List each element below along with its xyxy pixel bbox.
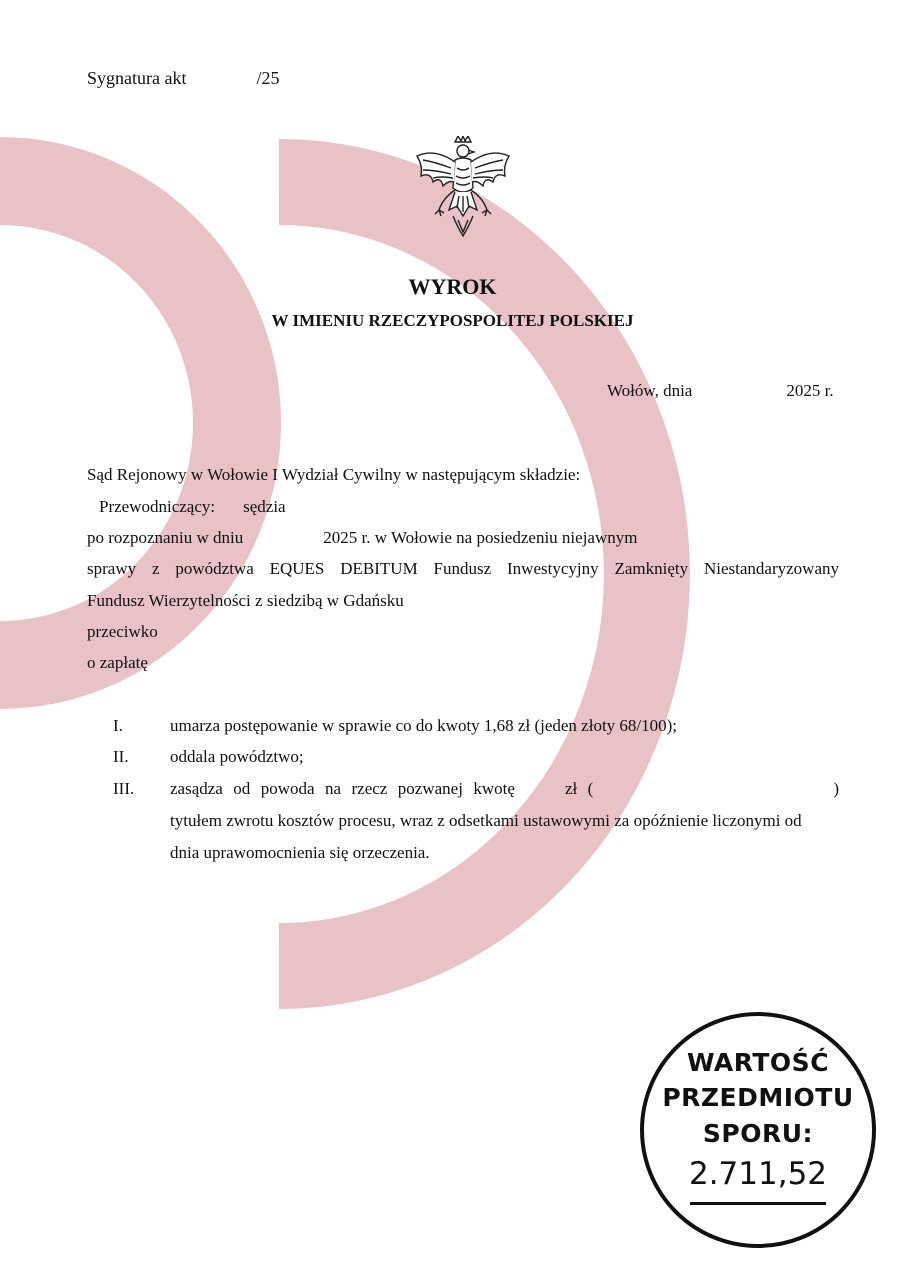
ruling-text: umarza postępowanie w sprawie co do kwoty 1,68 zł (jeden złoty 68/100); <box>170 716 678 735</box>
ruling-text-line2: tytułem zwrotu kosztów procesu, wraz z odsetkami ustawowymi za opóźnienie liczonymi od <box>170 811 802 830</box>
document-subtitle: W IMIENIU RZECZYPOSPOLITEJ POLSKIEJ <box>271 311 634 330</box>
ruling-3-part-b: zł ( <box>564 779 594 798</box>
stamp-line3: SPORU: <box>702 1119 814 1148</box>
place-and-date <box>607 381 834 401</box>
ruling-3-part-c: ) <box>833 779 839 798</box>
case-subject: o zapłatę <box>87 653 148 672</box>
hearing-prefix: po rozpoznaniu w dniu <box>87 528 244 547</box>
hearing-suffix: 2025 r. w Wołowie na posiedzeniu niejawnym <box>323 528 638 547</box>
place-date-suffix: 2025 r. <box>786 381 834 400</box>
case-description-line2: Fundusz Wierzytelności z siedzibą w Gdańsku <box>87 591 404 610</box>
court-composition: Sąd Rejonowy w Wołowie I Wydział Cywilny w następującym składzie: <box>87 465 581 484</box>
ruling-text: oddala powództwo; <box>170 747 304 766</box>
presiding-value: sędzia <box>243 497 286 516</box>
stamp-value: 2.711,52 <box>688 1156 828 1192</box>
ruling-number: III. <box>113 779 135 798</box>
hearing-info <box>87 528 637 548</box>
stamp-line1: WARTOŚĆ <box>686 1048 830 1077</box>
ruling-text-line3: dnia uprawomocnienia się orzeczenia. <box>170 843 430 862</box>
case-description-line1: sprawy z powództwa EQUES DEBITUM Fundusz Inwestycyjny Zamknięty Niestandaryzowany <box>87 559 839 578</box>
ruling-text-line1 <box>170 779 839 799</box>
case-signature <box>87 68 280 89</box>
ruling-number: II. <box>113 747 129 766</box>
claim-value-stamp <box>640 1012 876 1248</box>
stamp-line2: PRZEDMIOTU <box>662 1083 854 1112</box>
place-date-prefix: Wołów, dnia <box>607 381 693 400</box>
ruling-number: I. <box>113 716 123 735</box>
ruling-3-part-a: zasądza od powoda na rzecz pozwanej kwotę <box>170 779 515 798</box>
presiding-label: Przewodniczący: <box>99 497 216 516</box>
against-label: przeciwko <box>87 622 158 641</box>
polish-eagle-emblem-icon <box>413 136 513 240</box>
signature-label: Sygnatura akt <box>87 68 187 88</box>
signature-suffix: /25 <box>256 68 280 88</box>
document-title: WYROK <box>408 274 497 299</box>
stamp-underline <box>690 1202 826 1205</box>
presiding-judge <box>99 497 286 517</box>
